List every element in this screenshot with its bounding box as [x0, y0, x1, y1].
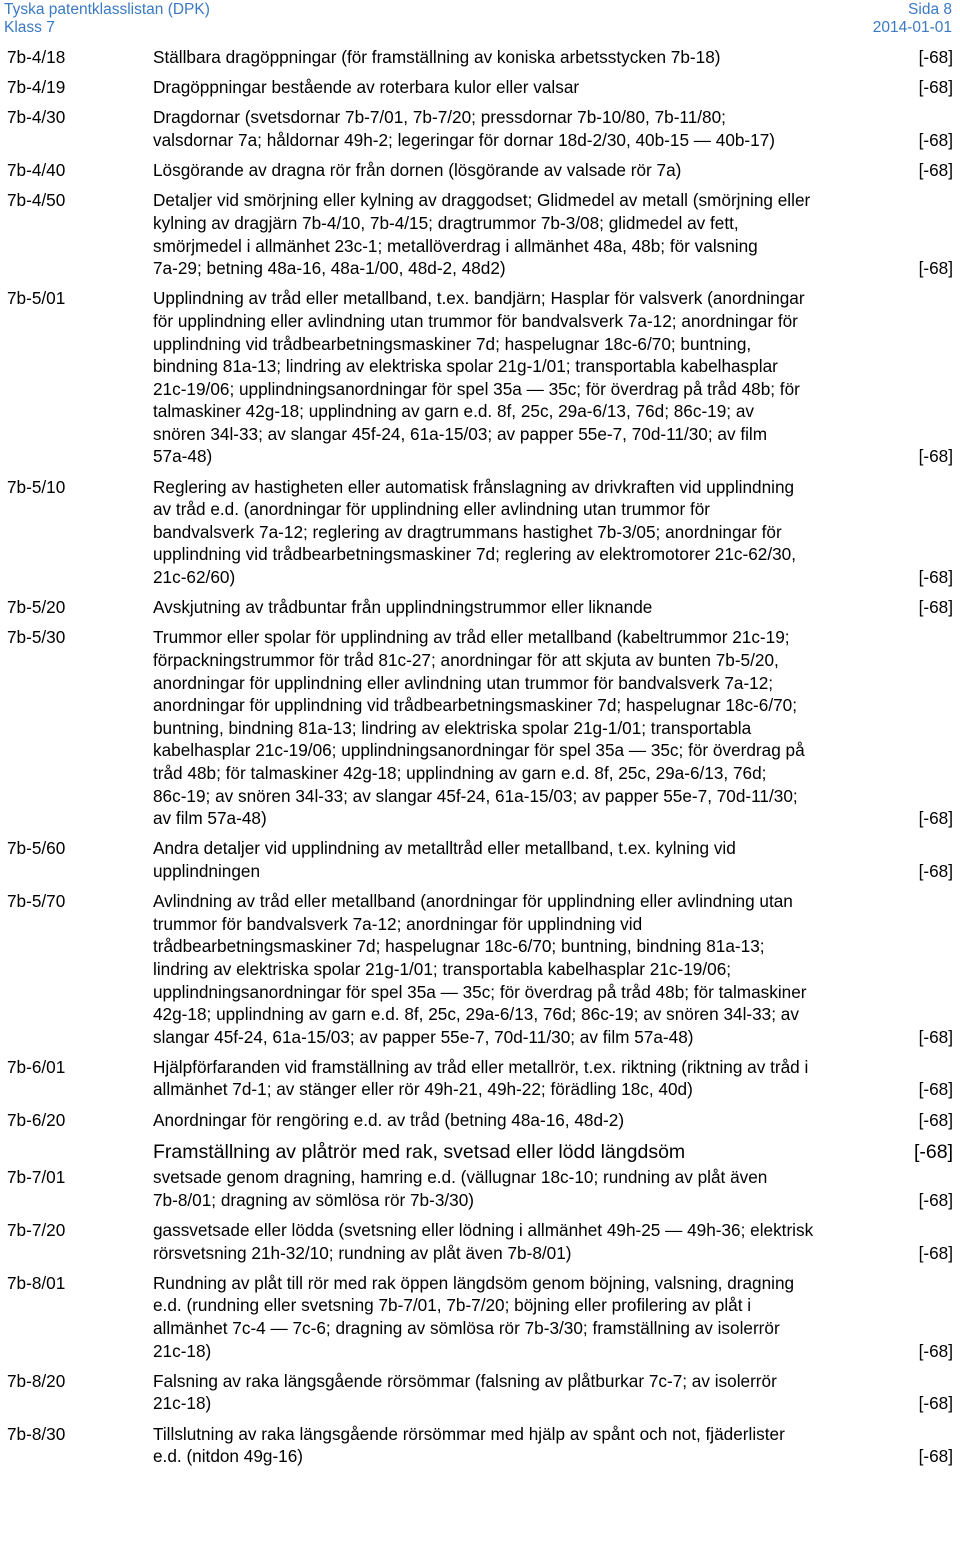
class-code: 7b-5/70 [7, 891, 66, 912]
class-code: 7b-4/50 [7, 190, 66, 211]
reference-tag: [-68] [913, 1141, 953, 1164]
class-entry [0, 596, 960, 619]
class-description [153, 106, 953, 151]
description-line: gassvetsade eller lödda (svetsning eller lödning i allmänhet 49h-25 — 49h-36; elektrisk [153, 1220, 814, 1241]
class-code: 7b-5/20 [7, 597, 66, 618]
description-last-line [153, 1109, 953, 1132]
description-line: för upplindning eller avlindning utan trummor för bandvalsverk 7a-12; anordningar för [153, 310, 798, 331]
description-line: upplindningen [153, 860, 261, 881]
description-last-line [153, 807, 953, 830]
description-line: bandvalsverk 7a-12; reglering av dragtrummans hastighet 7b-3/05; anordningar för [153, 521, 782, 542]
class-code: 7b-5/60 [7, 838, 66, 859]
description-line: 21c-18) [153, 1340, 212, 1361]
description-last-line [153, 445, 953, 468]
class-description [153, 890, 953, 1048]
description-line: Upplindning av tråd eller metallband, t.ex. bandjärn; Hasplar för valsverk (anordningar [153, 288, 805, 309]
description-line: Lösgörande av dragna rör från dornen (lösgörande av valsade rör 7a) [153, 160, 682, 181]
class-code: 7b-6/20 [7, 1109, 66, 1130]
description-line: 57a-48) [153, 446, 213, 467]
class-entry [0, 106, 960, 151]
description-line: rörsvetsning 21h-32/10; rundning av plåt även 7b-8/01) [153, 1242, 572, 1263]
description-line: upplindningsanordningar för spel 35a — 35c; för överdrag på tråd 48b; för talmaskiner [153, 981, 807, 1002]
reference-tag: [-68] [918, 47, 953, 67]
description-line: e.d. (rundning eller svetsning 7b-7/01, 7b-7/20; böjning eller profilering av plåt i [153, 1295, 752, 1316]
reference-tag: [-68] [918, 597, 953, 618]
reference-tag: [-68] [918, 1026, 953, 1047]
description-line: av film 57a-48) [153, 808, 267, 829]
class-description [153, 1423, 953, 1468]
description-line: Dragöppningar bestående av roterbara kulor eller valsar [153, 77, 580, 98]
class-entry [0, 837, 960, 882]
class-description [153, 189, 953, 279]
description-line: 21c-62/60) [153, 567, 236, 588]
classification-list [0, 46, 960, 1475]
description-last-line [153, 1189, 953, 1212]
description-line: Detaljer vid smörjning eller kylning av draggodset; Glidmedel av metall (smörjning eller [153, 190, 811, 211]
description-line: 21c-19/06; upplindningsanordningar för spel 35a — 35c; för överdrag på tråd 48b; för [153, 378, 800, 399]
class-entry [0, 46, 960, 69]
class-description [153, 626, 953, 829]
description-line: buntning, bindning 81a-13; lindring av elektriska spolar 21g-1/01; transportabla [153, 717, 752, 738]
reference-tag: [-68] [918, 1446, 953, 1467]
description-line: snören 34l-33; av slangar 45f-24, 61a-15/03; av papper 55e-7, 70d-11/30; av film [153, 423, 768, 444]
reference-tag: [-68] [918, 1109, 953, 1130]
description-line: Tillslutning av raka längsgående rörsömmar med hjälp av spånt och not, fjäderlister [153, 1423, 785, 1444]
description-line: allmänhet 7c-4 — 7c-6; dragning av sömlösa rör 7b-3/30; framställning av isolerrör [153, 1318, 780, 1338]
document-title: Tyska patentklasslistan (DPK) [4, 1, 210, 18]
class-description [153, 46, 953, 69]
class-entry [0, 1056, 960, 1101]
description-last-line [153, 1242, 953, 1265]
description-line: tråd 48b; för talmaskiner 42g-18; upplindning av garn e.d. 8f, 25c, 29a-6/13, 76d; [153, 762, 767, 783]
class-description [153, 1219, 953, 1264]
class-description [153, 1272, 953, 1362]
class-entry [0, 1166, 960, 1211]
class-entry [0, 76, 960, 99]
description-line: Avlindning av tråd eller metallband (anordningar för upplindning eller avlindning utan [153, 891, 793, 912]
description-last-line [153, 1078, 953, 1101]
description-line: Avskjutning av trådbuntar från upplindningstrummor eller liknande [153, 597, 653, 618]
reference-tag: [-68] [918, 129, 953, 150]
page-number: Sida 8 [908, 1, 952, 18]
class-entry [0, 1219, 960, 1264]
description-line: Hjälpförfaranden vid framställning av tråd eller metallrör, t.ex. riktning (riktning av tråd i [153, 1056, 809, 1077]
description-line: trummor för bandvalsverk 7a-12; anordningar för upplindning vid [153, 913, 643, 934]
class-code: 7b-5/01 [7, 288, 66, 309]
description-last-line [153, 860, 953, 883]
description-line: upplindning vid trådbearbetningsmaskiner 7d; reglering av elektromotorer 21c-62/30, [153, 544, 796, 565]
reference-tag: [-68] [918, 258, 953, 279]
class-description [153, 1370, 953, 1415]
reference-tag: [-68] [918, 1189, 953, 1210]
description-line: 7a-29; betning 48a-16, 48a-1/00, 48d-2, 48d2) [153, 258, 506, 279]
description-last-line [153, 1026, 953, 1049]
description-line: av tråd e.d. (anordningar för upplindning eller avlindning utan trummor för [153, 499, 710, 520]
description-last-line [153, 1445, 953, 1468]
class-description [153, 837, 953, 882]
class-description [153, 1056, 953, 1101]
class-code: 7b-4/19 [7, 77, 66, 98]
description-line: smörjmedel i allmänhet 23c-1; metallöverdrag i allmänhet 48a, 48b; för valsning [153, 235, 758, 256]
description-line: Ställbara dragöppningar (för framställning av koniska arbetsstycken 7b-18) [153, 47, 721, 67]
description-line: bindning 81a-13; lindring av elektriska spolar 21g-1/01; transportabla kabelhasplar [153, 356, 778, 377]
class-code: 7b-6/01 [7, 1056, 66, 1077]
description-line: slangar 45f-24, 61a-15/03; av papper 55e-7, 70d-11/30; av film 57a-48) [153, 1026, 694, 1047]
description-last-line [153, 1392, 953, 1415]
description-line: Trummor eller spolar för upplindning av tråd eller metallband (kabeltrummor 21c-19; [153, 627, 790, 648]
description-line: allmänhet 7d-1; av stänger eller rör 49h-21, 49h-22; förädling 18c, 40d) [153, 1079, 693, 1100]
class-entry [0, 1423, 960, 1468]
class-description [153, 159, 953, 182]
description-last-line [153, 1340, 953, 1363]
class-entry [0, 1109, 960, 1132]
class-description [153, 596, 953, 619]
description-line: förpackningstrummor för tråd 81c-27; anordningar för att skjuta av bunten 7b-5/20, [153, 650, 779, 670]
reference-tag: [-68] [918, 77, 953, 98]
description-line: upplindning vid trådbearbetningsmaskiner 7d; haspelugnar 18c-6/70; buntning, [153, 333, 752, 354]
description-line: Anordningar för rengöring e.d. av tråd (betning 48a-16, 48d-2) [153, 1109, 625, 1130]
section-heading [0, 1139, 960, 1165]
description-line: anordningar för upplindning vid trådbearbetningsmaskiner 7d; haspelugnar 18c-6/70; [153, 695, 798, 716]
class-code: 7b-5/30 [7, 627, 66, 648]
reference-tag: [-68] [918, 1079, 953, 1100]
reference-tag: [-68] [918, 160, 953, 181]
description-last-line [153, 129, 953, 152]
description-line: Rundning av plåt till rör med rak öppen längdsöm genom böjning, valsning, dragning [153, 1272, 795, 1293]
class-code: 7b-4/40 [7, 160, 66, 181]
class-label: Klass 7 [4, 19, 55, 36]
description-line: lindring av elektriska spolar 21g-1/01; transportabla kabelhasplar 21c-19/06; [153, 958, 732, 979]
reference-tag: [-68] [918, 860, 953, 881]
class-description [153, 1166, 953, 1211]
class-code: 7b-4/18 [7, 47, 66, 67]
reference-tag: [-68] [918, 446, 953, 467]
class-description [153, 1109, 953, 1132]
description-last-line [153, 596, 953, 619]
class-entry [0, 189, 960, 279]
description-line: Reglering av hastigheten eller automatisk frånslagning av drivkraften vid upplindning [153, 476, 795, 497]
class-code: 7b-7/20 [7, 1220, 66, 1241]
description-last-line [153, 46, 953, 69]
section-title: Framställning av plåtrör med rak, svetsad eller lödd längdsöm [153, 1141, 686, 1164]
class-entry [0, 1370, 960, 1415]
description-line: svetsade genom dragning, hamring e.d. (vällugnar 18c-10; rundning av plåt även [153, 1167, 768, 1188]
description-line: Dragdornar (svetsdornar 7b-7/01, 7b-7/20; pressdornar 7b-10/80, 7b-11/80; [153, 107, 726, 128]
description-line: kabelhasplar 21c-19/06; upplindningsanordningar för spel 35a — 35c; för överdrag på [153, 740, 805, 761]
class-entry [0, 1272, 960, 1362]
class-description [153, 76, 953, 99]
description-last-line [153, 76, 953, 99]
description-last-line [153, 159, 953, 182]
class-entry [0, 890, 960, 1048]
document-date: 2014-01-01 [872, 19, 952, 36]
description-line: talmaskiner 42g-18; upplindning av garn e.d. 8f, 25c, 29a-6/13, 76d; 86c-19; av [153, 401, 755, 422]
description-line: kylning av dragjärn 7b-4/10, 7b-4/15; dragtrummor 7b-3/08; glidmedel av fett, [153, 212, 739, 233]
description-line: 86c-19; av snören 34l-33; av slangar 45f-24, 61a-15/03; av papper 55e-7, 70d-11/30; [153, 785, 798, 806]
class-code: 7b-8/30 [7, 1423, 66, 1444]
reference-tag: [-68] [918, 1242, 953, 1263]
description-last-line [153, 566, 953, 589]
description-line: Andra detaljer vid upplindning av metalltråd eller metallband, t.ex. kylning vid [153, 838, 736, 859]
reference-tag: [-68] [918, 567, 953, 588]
description-line: anordningar för upplindning eller avlindning utan trummor för bandvalsverk 7a-12; [153, 672, 774, 693]
class-code: 7b-8/20 [7, 1370, 66, 1391]
reference-tag: [-68] [918, 808, 953, 829]
class-description [153, 476, 953, 589]
class-description [153, 287, 953, 468]
description-line: valsdornar 7a; håldornar 49h-2; legeringar för dornar 18d-2/30, 40b-15 — 40b-17) [153, 129, 775, 150]
description-line: 42g-18; upplindning av garn e.d. 8f, 25c, 29a-6/13, 76d; 86c-19; av snören 34l-33; av [153, 1004, 799, 1025]
class-entry [0, 159, 960, 182]
class-entry [0, 476, 960, 589]
class-code: 7b-4/30 [7, 107, 66, 128]
reference-tag: [-68] [918, 1340, 953, 1361]
class-code: 7b-8/01 [7, 1272, 66, 1293]
description-line: trådbearbetningsmaskiner 7d; haspelugnar 18c-6/70; buntning, bindning 81a-13; [153, 936, 765, 957]
description-line: e.d. (nitdon 49g-16) [153, 1446, 304, 1467]
reference-tag: [-68] [918, 1393, 953, 1414]
description-line: 7b-8/01; dragning av sömlösa rör 7b-3/30) [153, 1189, 475, 1210]
class-code: 7b-7/01 [7, 1167, 66, 1188]
description-line: Falsning av raka längsgående rörsömmar (falsning av plåtburkar 7c-7; av isolerrör [153, 1370, 777, 1391]
class-code: 7b-5/10 [7, 476, 66, 497]
description-last-line [153, 257, 953, 280]
class-entry [0, 626, 960, 829]
description-line: 21c-18) [153, 1393, 212, 1414]
class-entry [0, 287, 960, 468]
